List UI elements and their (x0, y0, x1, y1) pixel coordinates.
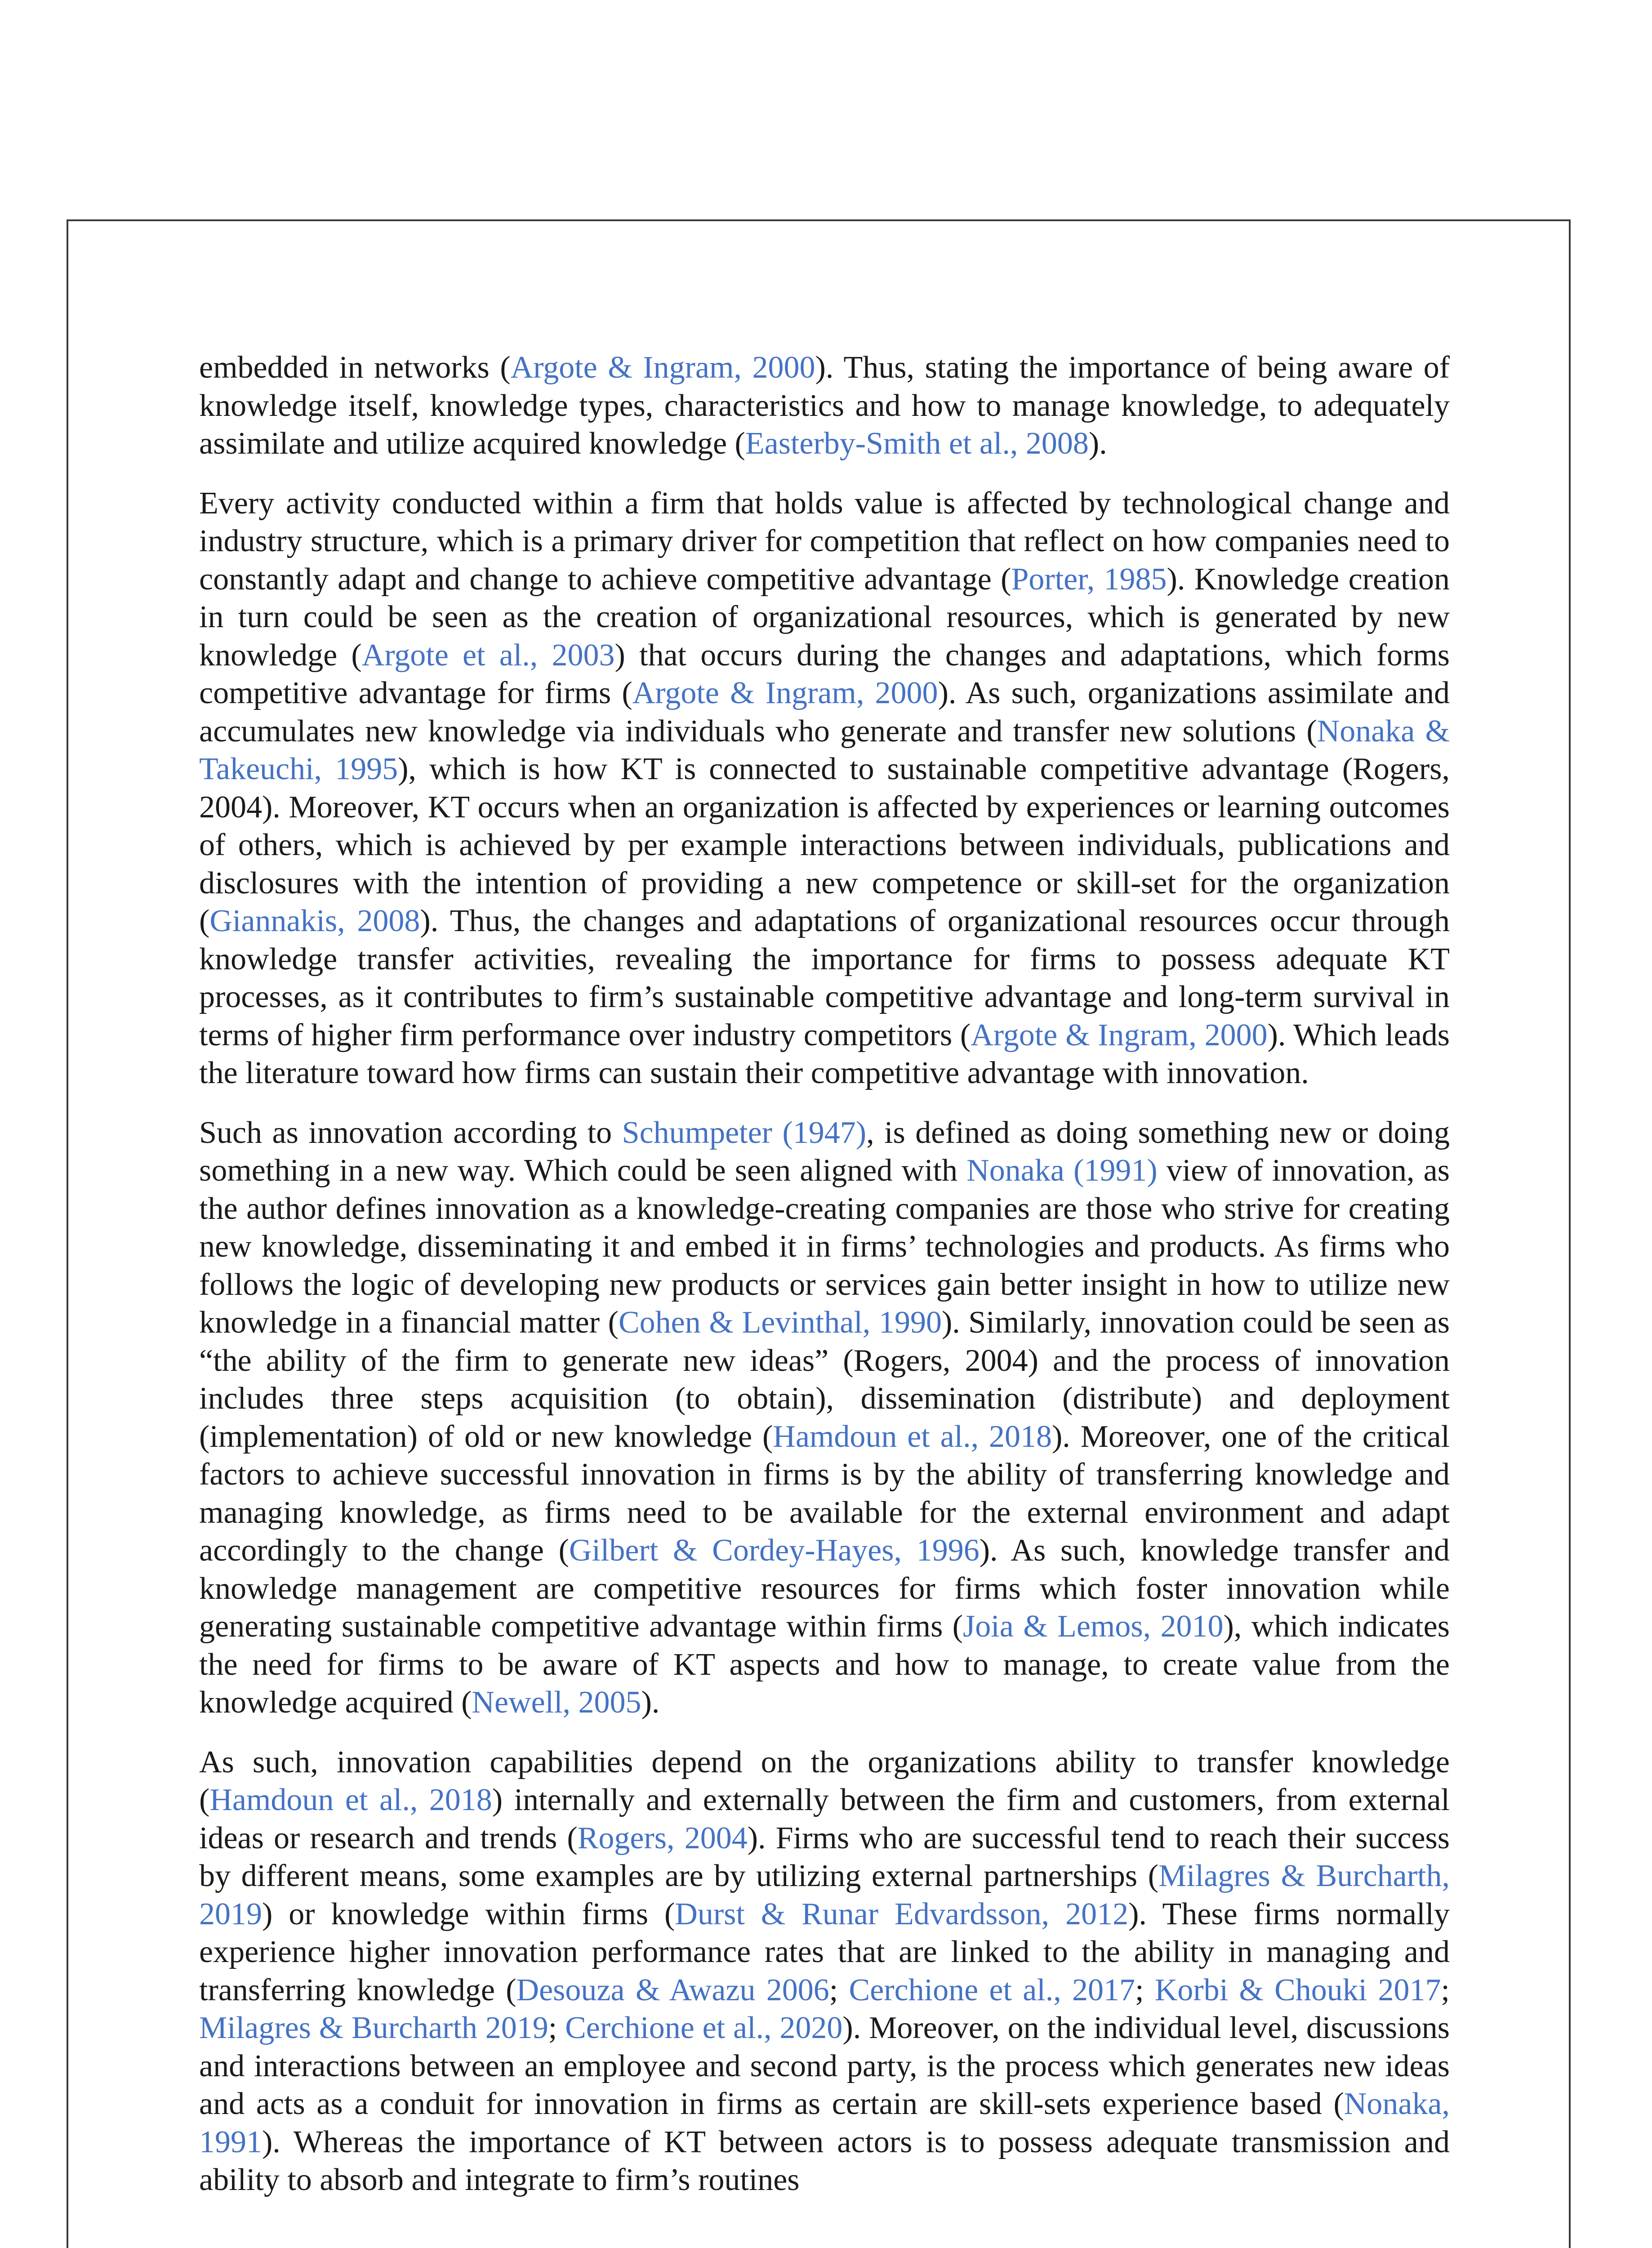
body-text: ). As such, knowledge transfer and knowledge management are competitive resources for firms which foster innovation while generating sustainable competitive advantage within firms ( (199, 1533, 1450, 1644)
citation-link[interactable]: Korbi & Chouki 2017 (1154, 1972, 1441, 2007)
citation-link[interactable]: Cohen & Levinthal, 1990 (618, 1305, 942, 1340)
body-text: ). (1088, 426, 1107, 461)
citation-link[interactable]: Cerchione et al., 2020 (565, 2011, 843, 2045)
body-text: ), which is how KT is connected to sustainable competitive advantage (Rogers, 2004). Moreover, KT occurs when an organization is affected by experiences or learning outcomes of others, which is achieved by per example interactions between individuals, publications and disclosures with the intention of providing a new competence or skill-set for the organization ( (199, 752, 1450, 938)
citation-link[interactable]: Nonaka, 1991 (199, 2087, 1450, 2159)
body-text: Every activity conducted within a firm that holds value is affected by technological change and industry structure, which is a primary driver for competition that reflect on how companies need to constantly adapt and change to achieve competitive advantage ( (199, 486, 1450, 597)
body-text: ). Firms who are successful tend to reach their success by different means, some examples are by utilizing external partnerships ( (199, 1820, 1450, 1893)
body-text: ). Thus, stating the importance of being aware of knowledge itself, knowledge types, characteristics and how to manage knowledge, to adequately assimilate and utilize acquired knowledge ( (199, 350, 1450, 461)
paragraph-4 (199, 1744, 1450, 2199)
citation-link[interactable]: Rogers, 2004 (577, 1820, 748, 1855)
citation-link[interactable]: Nonaka & Takeuchi, 1995 (199, 714, 1450, 786)
document-body (199, 349, 1450, 2221)
body-text: ) that occurs during the changes and adaptations, which forms competitive advantage for firms ( (199, 638, 1450, 710)
body-text: ). As such, organizations assimilate and accumulates new knowledge via individuals who generate and transfer new solutions ( (199, 676, 1450, 749)
body-text: ). Moreover, one of the critical factors to achieve successful innovation in firms is by the ability of transferring knowledge and managing knowledge, as firms need to be available for the external environment and adapt accordingly to the change ( (199, 1419, 1450, 1568)
citation-link[interactable]: Durst & Runar Edvardsson, 2012 (675, 1896, 1129, 1931)
body-text: ; (548, 2011, 566, 2045)
body-text: ). (641, 1685, 660, 1720)
citation-link[interactable]: Newell, 2005 (472, 1685, 641, 1720)
body-text: ; (1441, 1972, 1450, 2007)
body-text: ). Thus, the changes and adaptations of organizational resources occur through knowledge transfer activities, revealing the importance for firms to possess adequate KT processes, as it contributes to firm’s sustainable competitive advantage and long-term survival in terms of higher firm performance over industry competitors ( (199, 904, 1450, 1053)
body-text: ; (1135, 1972, 1155, 2007)
body-text: ). Whereas the importance of KT between actors is to possess adequate transmission and ability to absorb and integrate to firm’s routines (199, 2124, 1450, 2197)
citation-link[interactable]: Hamdoun et al., 2018 (773, 1419, 1052, 1454)
body-text: Such as innovation according to (199, 1115, 622, 1150)
paragraph-2 (199, 485, 1450, 1093)
citation-link[interactable]: Desouza & Awazu 2006 (516, 1972, 829, 2007)
citation-link[interactable]: Argote & Ingram, 2000 (971, 1017, 1268, 1053)
citation-link[interactable]: Argote & Ingram, 2000 (510, 350, 815, 385)
citation-link[interactable]: Easterby-Smith et al., 2008 (745, 426, 1089, 461)
citation-link[interactable]: Argote et al., 2003 (361, 638, 615, 673)
citation-link[interactable]: Joia & Lemos, 2010 (963, 1609, 1224, 1644)
citation-link[interactable]: Hamdoun et al., 2018 (209, 1783, 492, 1817)
citation-link[interactable]: Milagres & Burcharth, 2019 (199, 1859, 1450, 1931)
body-text: ). Knowledge creation in turn could be seen as the creation of organizational resources, which is generated by new knowledge ( (199, 562, 1450, 673)
body-text: ). Similarly, innovation could be seen as “the ability of the firm to generate new ideas” (Rogers, 2004) and the process of innovation includes three steps acquisition (to obtain), dissemination (distribute) and deployment (implementation) of old or new knowledge ( (199, 1305, 1450, 1454)
body-text: , is defined as doing something new or doing something in a new way. Which could be seen aligned with (199, 1115, 1450, 1188)
body-text: As such, innovation capabilities depend on the organizations ability to transfer knowledge ( (199, 1744, 1450, 1817)
citation-link[interactable]: Cerchione et al., 2017 (849, 1972, 1135, 2007)
body-text: ). Which leads the literature toward how firms can sustain their competitive advantage with innovation. (199, 1017, 1450, 1090)
citation-link[interactable]: Porter, 1985 (1011, 562, 1167, 597)
citation-link[interactable]: Schumpeter (1947) (622, 1115, 867, 1150)
body-text: ), which indicates the need for firms to be aware of KT aspects and how to manage, to create value from the knowledge acquired ( (199, 1609, 1450, 1720)
body-text: ; (829, 1972, 849, 2007)
body-text: view of innovation, as the author defines innovation as a knowledge-creating companies are those who strive for creating new knowledge, disseminating it and embed it in firms’ technologies and products. As firms who follows the logic of developing new products or services gain better insight in how to utilize new knowledge in a financial matter ( (199, 1153, 1450, 1340)
citation-link[interactable]: Gilbert & Cordey-Hayes, 1996 (569, 1533, 980, 1568)
body-text: ). These firms normally experience higher innovation performance rates that are linked to the ability in managing and transferring knowledge ( (199, 1896, 1450, 2007)
body-text: ) internally and externally between the firm and customers, from external ideas or research and trends ( (199, 1783, 1450, 1855)
citation-link[interactable]: Giannakis, 2008 (209, 904, 420, 938)
citation-link[interactable]: Argote & Ingram, 2000 (632, 676, 938, 710)
citation-link[interactable]: Nonaka (1991) (966, 1153, 1158, 1188)
body-text: ) or knowledge within firms ( (262, 1896, 675, 1931)
citation-link[interactable]: Milagres & Burcharth 2019 (199, 2011, 548, 2045)
paragraph-3 (199, 1114, 1450, 1722)
body-text: ). Moreover, on the individual level, discussions and interactions between an employee and second party, is the process which generates new ideas and acts as a conduit for innovation in firms as certain are skill-sets experience based ( (199, 2011, 1450, 2121)
body-text: embedded in networks ( (199, 350, 511, 385)
paragraph-1 (199, 349, 1450, 463)
